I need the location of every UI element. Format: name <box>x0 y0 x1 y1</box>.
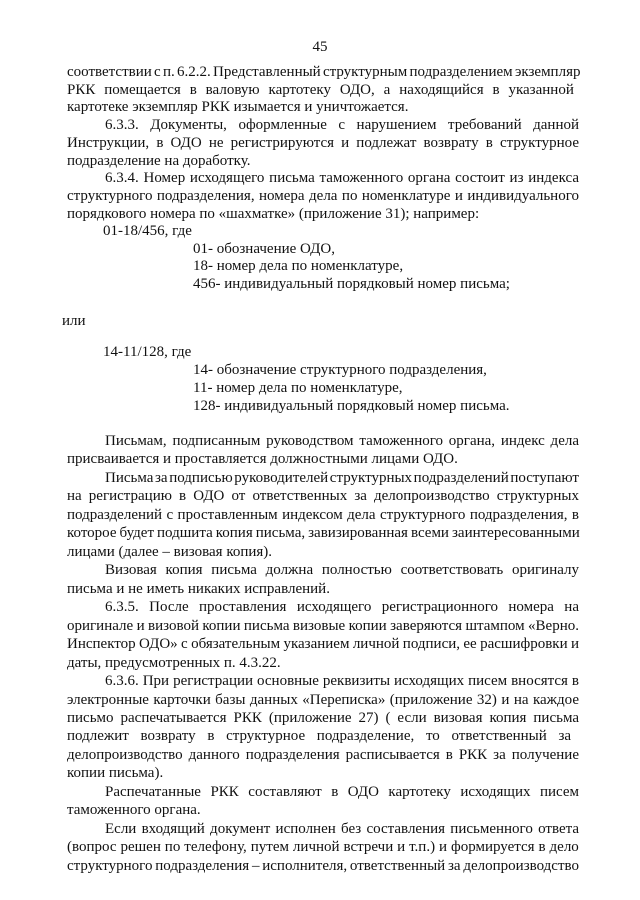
text-line: оригинале и визовой копии письма визовые копии заверяются штампом «Верно. <box>67 618 579 634</box>
text-line: (вопрос решен по телефону, путем личной встречи и т.п.) и формируется в дело <box>67 839 579 855</box>
text-line: Инспектор ОДО» с обязательным указанием личной подписи, ее расшифровки и <box>67 636 579 652</box>
or-text: или <box>62 313 86 329</box>
text-line: Инструкции, в ОДО не регистрируются и подлежат возврату в структурное <box>67 135 579 151</box>
example-item: 01- обозначение ОДО, <box>193 241 335 257</box>
example-item: 128- индивидуальный порядковый номер письма. <box>193 398 510 414</box>
page-number: 45 <box>312 39 328 55</box>
text-line: подлежит возврату в структурное подразделение, то ответственный за <box>67 728 572 744</box>
text-line: на регистрацию в ОДО от ответственных за делопроизводство структурных <box>67 488 579 504</box>
text-line: копии письма). <box>67 765 164 781</box>
text-line: делопроизводство данного подразделения расписывается в РКК за получение <box>67 747 579 763</box>
text-line: подразделение на доработку. <box>67 153 251 169</box>
text-line: соответствии с п. 6.2.2. Представленный структурным подразделением экземпляр <box>67 64 581 80</box>
text-line: даты, предусмотренных п. 4.3.22. <box>67 655 281 671</box>
paragraph-start: Письмам, подписанным руководством таможенного органа, индекс дела <box>105 433 579 449</box>
example-number: 14-11/128, где <box>103 344 192 360</box>
paragraph-6-3-4: 6.3.4. Номер исходящего письма таможенного органа состоит из индекса <box>105 170 579 186</box>
text-line: лицами (далее – визовая копия). <box>67 544 273 560</box>
example-item: 456- индивидуальный порядковый номер письма; <box>193 276 510 292</box>
text-line: структурного подразделения, номера дела по номенклатуре и индивидуального <box>67 188 579 204</box>
text-line: таможенного органа. <box>67 802 201 818</box>
text-line: письмо распечатывается РКК (приложение 27) ( если визовая копия письма <box>67 710 579 726</box>
text-line: подразделений с проставленным индексом дела структурного подразделения, в <box>67 507 579 523</box>
paragraph-6-3-5: 6.3.5. После проставления исходящего регистрационного номера на <box>105 599 579 615</box>
text-line: порядкового номера по «шахматке» (приложение 31); например: <box>67 206 480 222</box>
text-line: письма и не иметь никаких исправлений. <box>67 581 330 597</box>
example-number: 01-18/456, где <box>103 223 192 239</box>
paragraph-6-3-6: 6.3.6. При регистрации основные реквизиты исходящих писем вносятся в <box>105 673 579 689</box>
paragraph-6-3-3: 6.3.3. Документы, оформленные с нарушением требований данной <box>105 117 579 133</box>
text-line: РКК помещается в валовую картотеку ОДО, а находящийся в указанной <box>67 82 574 98</box>
text-line: присваивается и проставляется должностными лицами ОДО. <box>67 451 458 467</box>
example-item: 14- обозначение структурного подразделения, <box>193 362 487 378</box>
example-item: 11- номер дела по номенклатуре, <box>193 380 403 396</box>
text-line: структурного подразделения – исполнителя, ответственный за делопроизводство <box>67 858 579 874</box>
text-line: которое будет подшита копия письма, завизированная всеми заинтересованными <box>67 525 580 541</box>
paragraph-start: Распечатанные РКК составляют в ОДО картотеку исходящих писем <box>105 784 579 800</box>
paragraph-start: Письма за подписью руководителей структурных подразделений поступают <box>105 470 579 486</box>
text-line: электронные карточки базы данных «Переписка» (приложение 32) и на каждое <box>67 692 579 708</box>
paragraph-start: Визовая копия письма должна полностью соответствовать оригиналу <box>105 562 579 578</box>
text-line: картотеке экземпляр РКК изымается и уничтожается. <box>67 99 409 115</box>
paragraph-start: Если входящий документ исполнен без составления письменного ответа <box>105 821 579 837</box>
example-item: 18- номер дела по номенклатуре, <box>193 258 404 274</box>
